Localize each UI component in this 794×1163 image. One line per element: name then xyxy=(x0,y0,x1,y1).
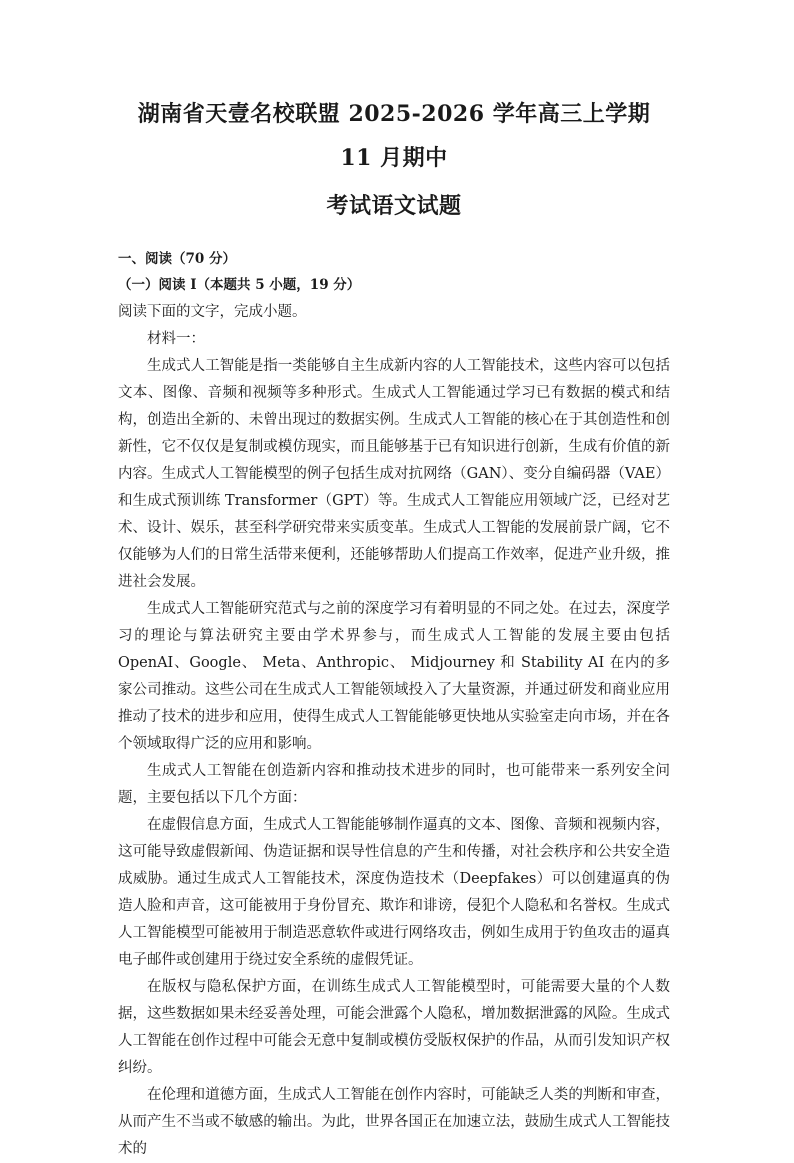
material-label: 材料一： xyxy=(147,331,205,347)
section-heading: 一、阅读（70 分） xyxy=(118,251,236,267)
document-title xyxy=(118,92,670,228)
title-line-2: 考试语文试题 xyxy=(326,193,462,219)
paragraph: 生成式人工智能研究范式与之前的深度学习有着明显的不同之处。在过去，深度学习的理论与算法研究主要由学术界参与，而生成式人工智能的发展主要由包括 OpenAI、Google、 Meta、Anthropic、 Midjourney 和 Stability AI 在内的多家公司推动。这些公司在生成式人工智能领域投入了大量资源，并通过研发和商业应用推动了技术的进步和应用，使得生成式人工智能能够更快地从实验室走向市场，并在各个领域取得广泛的应用和影响。 xyxy=(118,601,670,752)
paragraph: 在伦理和道德方面，生成式人工智能在创作内容时，可能缺乏人类的判断和审查，从而产生不当或不敏感的输出。为此，世界各国正在加速立法，鼓励生成式人工智能技术的 xyxy=(118,1087,670,1157)
document-page xyxy=(118,92,670,1163)
subsection-heading: （一）阅读 I（本题共 5 小题，19 分） xyxy=(118,277,361,293)
paragraph: 生成式人工智能是指一类能够自主生成新内容的人工智能技术，这些内容可以包括文本、图像、音频和视频等多种形式。生成式人工智能通过学习已有数据的模式和结构，创造出全新的、未曾出现过的数据实例。生成式人工智能的核心在于其创造性和创新性，它不仅仅是复制或模仿现实，而且能够基于已有知识进行创新，生成有价值的新内容。生成式人工智能模型的例子包括生成对抗网络（GAN）、变分自编码器（VAE）和生成式预训练 Transformer（GPT）等。生成式人工智能应用领域广泛，已经对艺术、设计、娱乐，甚至科学研究带来实质变革。生成式人工智能的发展前景广阔，它不仅能够为人们的日常生活带来便利，还能够帮助人们提高工作效率，促进产业升级，推进社会发展。 xyxy=(118,358,670,590)
reading-instruction: 阅读下面的文字，完成小题。 xyxy=(118,304,307,320)
paragraph: 在虚假信息方面，生成式人工智能能够制作逼真的文本、图像、音频和视频内容，这可能导致虚假新闻、伪造证据和误导性信息的产生和传播，对社会秩序和公共安全造成威胁。通过生成式人工智能技术，深度伪造技术（Deepfakes）可以创建逼真的伪造人脸和声音，这可能被用于身份冒充、欺诈和诽谤，侵犯个人隐私和名誉权。生成式人工智能模型可能被用于制造恶意软件或进行网络攻击，例如生成用于钓鱼攻击的逼真电子邮件或创建用于绕过安全系统的虚假凭证。 xyxy=(118,817,670,968)
title-line-1: 湖南省天壹名校联盟 2025-2026 学年高三上学期 11 月期中 xyxy=(137,101,651,171)
paragraph: 生成式人工智能在创造新内容和推动技术进步的同时，也可能带来一系列安全问题，主要包括以下几个方面： xyxy=(118,763,670,806)
paragraph: 在版权与隐私保护方面，在训练生成式人工智能模型时，可能需要大量的个人数据，这些数据如果未经妥善处理，可能会泄露个人隐私，增加数据泄露的风险。生成式人工智能在创作过程中可能会无意中复制或模仿受版权保护的作品，从而引发知识产权纠纷。 xyxy=(118,979,670,1076)
